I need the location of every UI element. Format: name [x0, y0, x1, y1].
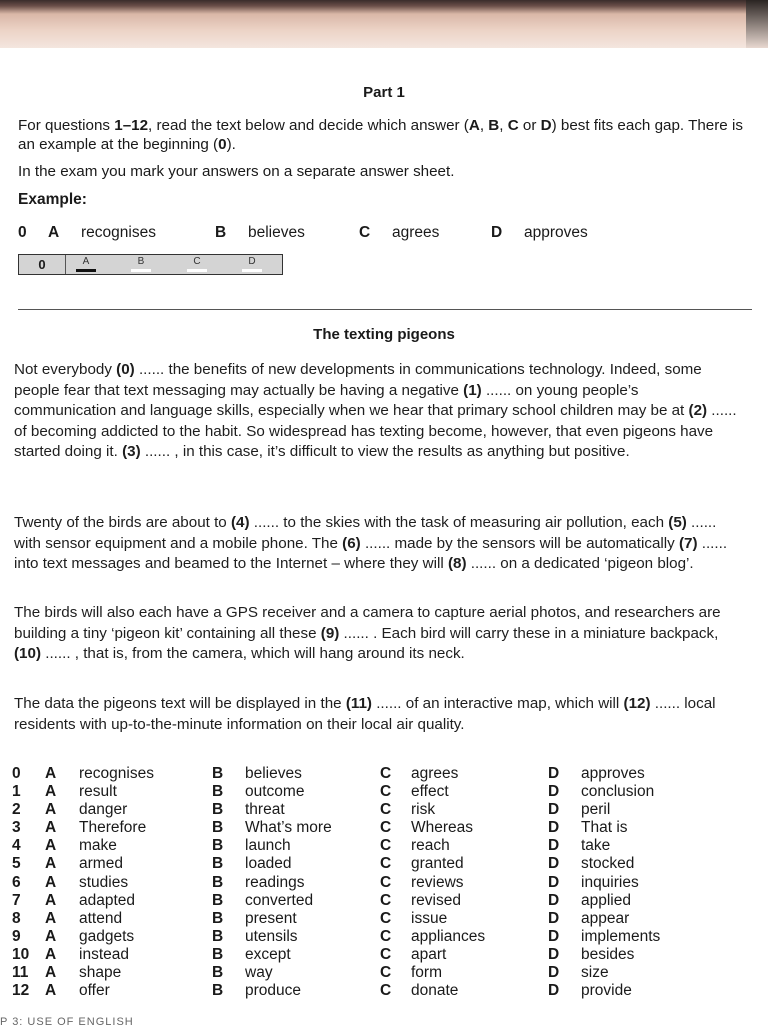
example-answer-box [18, 254, 283, 275]
passage-text: ...... , that is, from the camera, which will hang around its neck. [41, 645, 465, 663]
answer-sheet-note: In the exam you mark your answers on a separate answer sheet. [18, 163, 455, 180]
scan-top-edge [0, 0, 768, 48]
option-word-b: except [245, 945, 291, 963]
option-word-d: take [581, 837, 611, 855]
option-word-b: launch [245, 837, 291, 855]
text-title: The texting pigeons [313, 326, 455, 343]
answer-bubble-label: D [248, 256, 256, 267]
answer-bubble-label: A [82, 256, 90, 267]
answer-bubble-label: B [137, 256, 145, 267]
instr-text: ) best fits each gap. There is an example at the beginning ( [18, 117, 743, 153]
option-word-d: stocked [581, 855, 635, 873]
option-word-c: effect [411, 783, 449, 801]
option-letter-b: B [212, 873, 224, 891]
passage-text: ...... with sensor equipment and a mobile phone. The [14, 514, 717, 552]
option-word-c: apart [411, 945, 447, 963]
option-word-a: shape [79, 964, 122, 982]
option-word-b: present [245, 909, 297, 927]
option-word-d: peril [581, 801, 611, 819]
option-word-c: issue [411, 909, 448, 927]
option-row [12, 783, 752, 801]
option-word-a: Therefore [79, 819, 147, 837]
option-letter-a: A [45, 855, 57, 873]
answer-bubble-label: C [193, 256, 201, 267]
answer-bubble-b[interactable] [129, 255, 153, 269]
option-letter-b: B [212, 855, 224, 873]
section-divider [18, 309, 752, 310]
instr-letter-c: C [507, 117, 519, 134]
option-word-b: readings [245, 873, 305, 891]
option-letter-d: D [548, 945, 560, 963]
option-word-a: make [79, 837, 117, 855]
question-number: 4 [12, 837, 21, 855]
option-word-a: danger [79, 801, 128, 819]
option-letter-b: B [212, 837, 224, 855]
passage-text: The data the pigeons text will be displayed in the [14, 695, 346, 712]
passage-text: ...... made by the sensors will be automatically [360, 534, 679, 552]
gap-number: (1) [463, 381, 482, 399]
example-letter-d: D [491, 224, 503, 241]
question-number: 9 [12, 927, 21, 945]
option-letter-c: C [380, 964, 392, 982]
example-options-row [18, 224, 758, 244]
option-word-b: way [245, 964, 273, 982]
passage-text: ...... local residents with up-to-the-minute information on their local air quality. [14, 695, 716, 733]
question-number: 11 [12, 964, 29, 982]
option-row [12, 928, 752, 946]
example-label: Example: [18, 191, 87, 208]
option-row [12, 892, 752, 910]
option-letter-b: B [212, 982, 224, 1000]
option-row [12, 765, 752, 783]
option-word-a: instead [79, 945, 129, 963]
gap-number: (10) [14, 645, 42, 663]
gap-number: (0) [116, 361, 135, 378]
option-letter-d: D [548, 909, 560, 927]
option-letter-b: B [212, 891, 224, 909]
question-number: 8 [12, 909, 21, 927]
option-letter-b: B [212, 765, 224, 782]
option-word-c: revised [411, 891, 461, 909]
gap-number: (5) [668, 514, 687, 531]
gap-number: (8) [447, 555, 467, 573]
option-word-c: appliances [411, 927, 486, 945]
gap-number: (3) [122, 443, 141, 461]
option-letter-d: D [548, 837, 560, 855]
instr-text: , [499, 117, 508, 134]
example-letter-c: C [359, 224, 371, 241]
option-word-b: believes [245, 765, 302, 782]
question-number: 1 [12, 783, 21, 801]
paragraph-3 [14, 603, 744, 665]
passage-text: The birds will also each have a GPS receiver and a camera to capture aerial photos, and researchers are building a tiny ‘pigeon kit’ containing all these [14, 604, 721, 642]
option-word-d: approves [581, 765, 645, 782]
option-letter-d: D [548, 783, 560, 801]
option-letter-b: B [212, 964, 224, 982]
question-number: 3 [12, 819, 21, 837]
option-letter-c: C [380, 891, 392, 909]
option-letter-c: C [380, 909, 392, 927]
passage-text: ...... , in this case, it’s difficult to view the results as anything but positive. [140, 443, 630, 461]
option-word-c: donate [411, 982, 459, 1000]
option-word-c: agrees [411, 765, 459, 782]
option-letter-c: C [380, 945, 392, 963]
option-letter-d: D [548, 819, 560, 837]
question-number: 7 [12, 891, 21, 909]
instructions [18, 116, 758, 154]
question-range: 1–12 [114, 117, 149, 134]
passage-text: ...... . Each bird will carry these in a miniature backpack, [339, 624, 719, 642]
option-word-d: applied [581, 891, 631, 909]
option-word-b: threat [245, 801, 285, 819]
answer-mark-empty [131, 269, 151, 272]
instr-letter-b: B [488, 117, 500, 134]
option-letter-a: A [45, 765, 57, 782]
option-letter-a: A [45, 982, 57, 1000]
scan-corner-shadow [746, 0, 768, 48]
option-word-b: produce [245, 982, 302, 1000]
option-letter-a: A [45, 909, 57, 927]
option-letter-b: B [212, 783, 224, 801]
option-letter-a: A [45, 945, 57, 963]
option-word-a: adapted [79, 891, 136, 909]
option-row [12, 964, 752, 982]
option-letter-b: B [212, 819, 224, 837]
option-letter-b: B [212, 945, 224, 963]
question-number: 10 [12, 945, 30, 963]
option-word-c: risk [411, 801, 436, 819]
question-number: 6 [12, 873, 21, 891]
option-word-c: Whereas [411, 819, 474, 837]
option-letter-c: C [380, 855, 392, 873]
gap-number: (2) [688, 402, 708, 420]
option-letter-b: B [212, 801, 224, 819]
option-word-d: implements [581, 927, 661, 945]
option-row [12, 819, 752, 837]
option-letter-a: A [45, 927, 57, 945]
option-word-d: conclusion [581, 783, 655, 801]
option-word-c: form [411, 964, 442, 982]
option-row [12, 874, 752, 892]
instr-zero: 0 [218, 136, 227, 153]
answer-bubble-c[interactable] [185, 255, 209, 269]
option-row [12, 837, 752, 855]
passage-text: ...... of an interactive map, which will [371, 695, 624, 712]
example-letter-b: B [215, 224, 227, 241]
answer-mark-empty [187, 269, 207, 272]
option-word-a: recognises [79, 765, 154, 782]
option-letter-d: D [548, 801, 560, 819]
option-word-b: loaded [245, 855, 292, 873]
passage-text: ...... of becoming addicted to the habit. So widespread has texting become, however, that even pigeons have started doing it. [14, 402, 737, 461]
passage-text: ...... the benefits of new developments in communications technology. Indeed, some people fear that text messaging may actually be having a negative [14, 361, 702, 399]
option-letter-c: C [380, 801, 392, 819]
option-letter-a: A [45, 891, 57, 909]
exam-page [0, 48, 768, 1028]
option-letter-b: B [212, 927, 224, 945]
passage-text: ...... into text messages and beamed to the Internet – where they will [14, 534, 728, 573]
passage-text: Twenty of the birds are about to [14, 514, 231, 531]
option-word-d: inquiries [581, 873, 639, 891]
option-letter-c: C [380, 927, 392, 945]
answer-mark-filled [76, 269, 96, 272]
option-word-d: size [581, 964, 609, 982]
option-letter-d: D [548, 982, 560, 1000]
option-row [12, 982, 752, 1000]
instr-text: , read the text below and decide which answer ( [148, 117, 469, 134]
example-number: 0 [18, 224, 27, 241]
instr-text: ). [226, 136, 236, 153]
option-word-d: provide [581, 982, 632, 1000]
passage-text: ...... on a dedicated ‘pigeon blog’. [466, 555, 694, 573]
gap-number: (6) [342, 534, 361, 552]
option-letter-a: A [45, 801, 57, 819]
instr-text: , [479, 117, 489, 134]
option-letter-d: D [548, 855, 560, 873]
option-letter-d: D [548, 765, 560, 782]
passage-text: Not everybody [14, 361, 117, 378]
option-letter-a: A [45, 819, 57, 837]
option-letter-a: A [45, 837, 57, 855]
option-word-a: gadgets [79, 927, 135, 945]
gap-number: (4) [230, 514, 250, 531]
gap-number: (11) [345, 695, 372, 712]
question-number: 12 [12, 982, 30, 1000]
option-row [12, 855, 752, 873]
answer-mark-empty [242, 269, 262, 272]
instr-text: or [518, 117, 541, 134]
option-word-d: appear [581, 909, 630, 927]
option-word-b: outcome [245, 783, 305, 801]
option-letter-c: C [380, 837, 392, 855]
option-word-c: reach [411, 837, 450, 855]
option-word-a: result [79, 783, 117, 801]
instr-letter-d: D [540, 117, 552, 134]
question-number: 5 [12, 855, 21, 873]
part-title: Part 1 [363, 84, 405, 101]
option-letter-a: A [45, 783, 57, 801]
option-word-a: armed [79, 855, 123, 873]
option-word-b: converted [245, 891, 314, 909]
option-letter-c: C [380, 819, 392, 837]
example-word-d: approves [524, 224, 588, 241]
option-letter-c: C [380, 765, 392, 782]
option-word-a: offer [79, 982, 110, 1000]
option-word-d: besides [581, 945, 635, 963]
option-letter-d: D [548, 891, 560, 909]
option-letter-d: D [548, 927, 560, 945]
passage-text: ...... on young people’s communication and language skills, especially when we hear that primary school children may be at [14, 381, 689, 420]
answer-options-table [12, 765, 752, 1000]
question-number: 0 [12, 765, 21, 782]
option-word-c: reviews [411, 873, 464, 891]
example-word-a: recognises [81, 224, 156, 241]
option-letter-d: D [548, 873, 560, 891]
question-number: 2 [12, 801, 21, 819]
option-letter-c: C [380, 873, 392, 891]
option-letter-c: C [380, 783, 392, 801]
paragraph-1 [14, 360, 744, 463]
paragraph-4 [14, 694, 744, 735]
paragraph-2 [14, 513, 744, 575]
option-letter-d: D [548, 964, 560, 982]
option-word-d: That is [581, 819, 628, 837]
gap-number: (9) [320, 624, 340, 642]
option-word-a: studies [79, 873, 129, 891]
example-letter-a: A [48, 224, 60, 241]
option-word-a: attend [79, 909, 123, 927]
option-word-c: granted [411, 855, 464, 873]
option-row [12, 910, 752, 928]
option-word-b: What’s more [245, 819, 332, 837]
instr-letter-a: A [468, 117, 480, 134]
gap-number: (12) [623, 695, 651, 712]
option-letter-a: A [45, 873, 57, 891]
gap-number: (7) [678, 534, 698, 552]
answer-box-number: 0 [19, 255, 66, 274]
option-letter-b: B [212, 909, 224, 927]
option-word-b: utensils [245, 927, 298, 945]
answer-bubble-d[interactable] [240, 255, 264, 269]
answer-bubble-a[interactable] [74, 255, 98, 269]
option-row [12, 946, 752, 964]
example-word-b: believes [248, 224, 305, 241]
page-footer: P 3: USE OF ENGLISH [0, 1016, 134, 1028]
option-letter-c: C [380, 982, 392, 1000]
option-letter-a: A [45, 964, 57, 982]
example-word-c: agrees [392, 224, 440, 241]
option-row [12, 801, 752, 819]
passage-text: ...... to the skies with the task of measuring air pollution, each [249, 514, 669, 531]
instr-text: For questions [18, 117, 115, 134]
